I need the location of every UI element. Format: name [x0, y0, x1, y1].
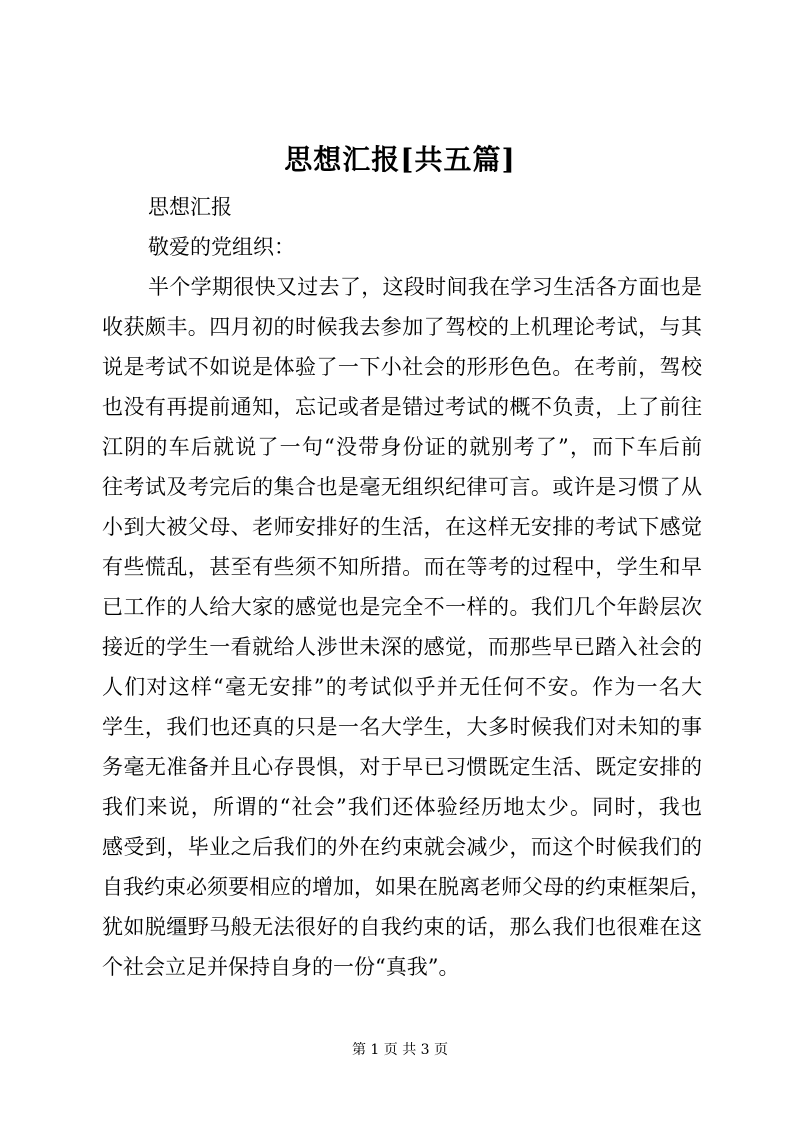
- body-line: 小到大被父母、老师安排好的生活，在这样无安排的考试下感觉: [102, 515, 702, 539]
- body-line: 江阴的车后就说了一句“没带身份证的就别考了”，而下车后前: [102, 435, 702, 459]
- body-line: 自我约束必须要相应的增加，如果在脱离老师父母的约束框架后，: [102, 875, 711, 899]
- body-line: 我们来说，所谓的“社会”我们还体验经历地太少。同时，我也: [102, 795, 702, 819]
- body-line: 已工作的人给大家的感觉也是完全不一样的。我们几个年龄层次: [102, 595, 702, 619]
- salutation-text: 敬爱的党组织：: [148, 235, 295, 259]
- body-line: 感受到，毕业之后我们的外在约束就会减少，而这个时候我们的: [102, 835, 702, 859]
- body-line: 往考试及考完后的集合也是毫无组织纪律可言。或许是习惯了从: [102, 475, 702, 499]
- body-line: 接近的学生一看就给人涉世未深的感觉，而那些早已踏入社会的: [102, 635, 702, 659]
- body-line: 收获颇丰。四月初的时候我去参加了驾校的上机理论考试，与其: [102, 315, 702, 339]
- heading-text: 思想汇报: [148, 195, 232, 219]
- body-line: 半个学期很快又过去了，这段时间我在学习生活各方面也是: [148, 275, 702, 299]
- body-line: 人们对这样“毫无安排”的考试似乎并无任何不安。作为一名大: [102, 675, 702, 699]
- body-line: 说是考试不如说是体验了一下小社会的形形色色。在考前，驾校: [102, 355, 702, 379]
- page-footer: 第 1 页 共 3 页: [351, 1042, 449, 1058]
- body-line: 务毫无准备并且心存畏惧，对于早已习惯既定生活、既定安排的: [102, 755, 702, 779]
- body-line: 学生，我们也还真的只是一名大学生，大多时候我们对未知的事: [102, 715, 702, 739]
- body-line: 犹如脱缰野马般无法很好的自我约束的话，那么我们也很难在这: [102, 915, 702, 939]
- body-line: 个社会立足并保持自身的一份“真我”。: [102, 955, 460, 979]
- body-line: 有些慌乱，甚至有些须不知所措。而在等考的过程中，学生和早: [102, 555, 702, 579]
- document-title: 思想汇报[共五篇]: [284, 143, 516, 176]
- body-line: 也没有再提前通知，忘记或者是错过考试的概不负责，上了前往: [102, 395, 702, 419]
